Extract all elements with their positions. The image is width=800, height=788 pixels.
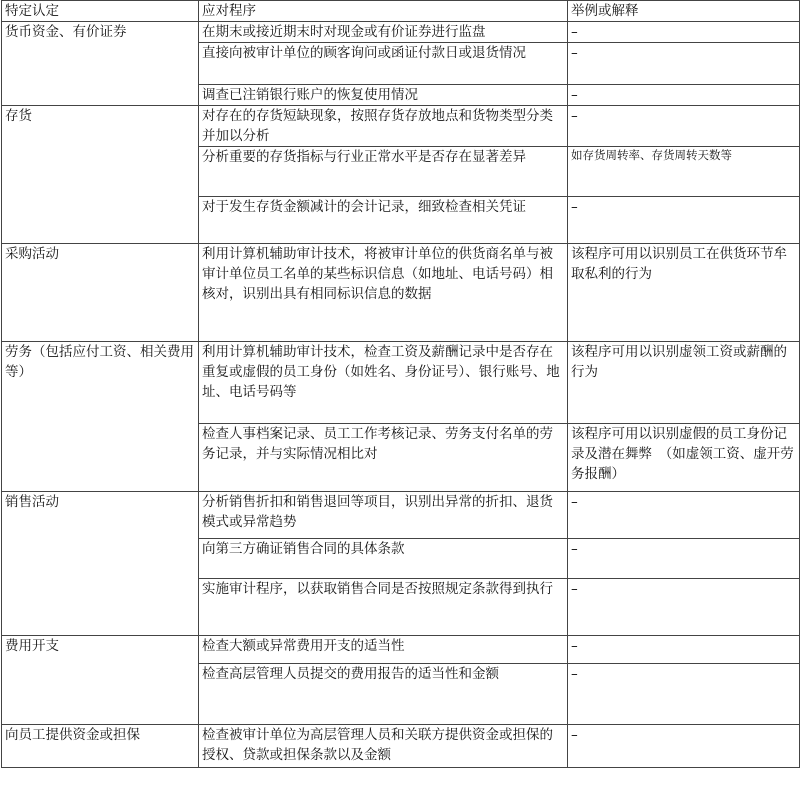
procedure-cell: 对于发生存货金额减计的会计记录，细致检查相关凭证	[199, 197, 568, 244]
procedure-cell: 利用计算机辅助审计技术，检查工资及薪酬记录中是否存在重复或虚假的员工身份（如姓名、身份证号）、银行账号、地址、电话号码等	[199, 342, 568, 424]
procedure-cell: 直接向被审计单位的顾客询问或函证付款日或退货情况	[199, 43, 568, 85]
assertion-cell: 销售活动	[2, 492, 199, 636]
audit-procedures-table	[1, 0, 800, 768]
procedure-cell: 检查人事档案记录、员工工作考核记录、劳务支付名单的劳务记录，并与实际情况相比对	[199, 424, 568, 492]
example-cell: –	[568, 85, 800, 106]
assertion-cell: 采购活动	[2, 244, 199, 342]
table-row	[2, 636, 800, 664]
procedure-cell: 在期末或接近期末时对现金或有价证券进行监盘	[199, 22, 568, 43]
example-cell: –	[568, 106, 800, 147]
example-cell: 如存货周转率、存货周转天数等	[568, 147, 800, 197]
example-cell: –	[568, 197, 800, 244]
example-cell: –	[568, 492, 800, 539]
example-cell: –	[568, 22, 800, 43]
procedure-cell: 利用计算机辅助审计技术，将被审计单位的供货商名单与被审计单位员工名单的某些标识信息（如地址、电话号码）相核对，识别出具有相同标识信息的数据	[199, 244, 568, 342]
assertion-cell: 向员工提供资金或担保	[2, 725, 199, 768]
example-cell: 该程序可用以识别员工在供货环节牟取私利的行为	[568, 244, 800, 342]
procedure-cell: 分析销售折扣和销售退回等项目，识别出异常的折扣、退货模式或异常趋势	[199, 492, 568, 539]
example-cell: –	[568, 725, 800, 768]
assertion-cell: 费用开支	[2, 636, 199, 725]
assertion-cell: 存货	[2, 106, 199, 244]
table-row	[2, 342, 800, 424]
table-row	[2, 725, 800, 768]
procedure-cell: 对存在的存货短缺现象，按照存货存放地点和货物类型分类并加以分析	[199, 106, 568, 147]
assertion-cell: 货币资金、有价证券	[2, 22, 199, 106]
header-row	[2, 1, 800, 22]
procedure-cell: 检查高层管理人员提交的费用报告的适当性和金额	[199, 664, 568, 725]
table-row	[2, 244, 800, 342]
procedure-cell: 检查被审计单位为高层管理人员和关联方提供资金或担保的授权、贷款或担保条款以及金额	[199, 725, 568, 768]
procedure-cell: 分析重要的存货指标与行业正常水平是否存在显著差异	[199, 147, 568, 197]
assertion-cell: 劳务（包括应付工资、相关费用等）	[2, 342, 199, 492]
procedure-cell: 实施审计程序，以获取销售合同是否按照规定条款得到执行	[199, 579, 568, 636]
example-cell: –	[568, 636, 800, 664]
example-cell: 该程序可用以识别虚领工资或薪酬的行为	[568, 342, 800, 424]
table-body	[2, 22, 800, 768]
table-row	[2, 492, 800, 539]
header-procedure: 应对程序	[199, 1, 568, 22]
example-cell: –	[568, 539, 800, 579]
example-cell: 该程序可用以识别虚假的员工身份记录及潜在舞弊 （如虚领工资、虚开劳务报酬）	[568, 424, 800, 492]
example-cell: –	[568, 664, 800, 725]
example-cell: –	[568, 43, 800, 85]
example-cell: –	[568, 579, 800, 636]
header-example: 举例或解释	[568, 1, 800, 22]
procedure-cell: 调查已注销银行账户的恢复使用情况	[199, 85, 568, 106]
table-row	[2, 106, 800, 147]
table-row	[2, 22, 800, 43]
procedure-cell: 向第三方确证销售合同的具体条款	[199, 539, 568, 579]
header-assertion: 特定认定	[2, 1, 199, 22]
procedure-cell: 检查大额或异常费用开支的适当性	[199, 636, 568, 664]
